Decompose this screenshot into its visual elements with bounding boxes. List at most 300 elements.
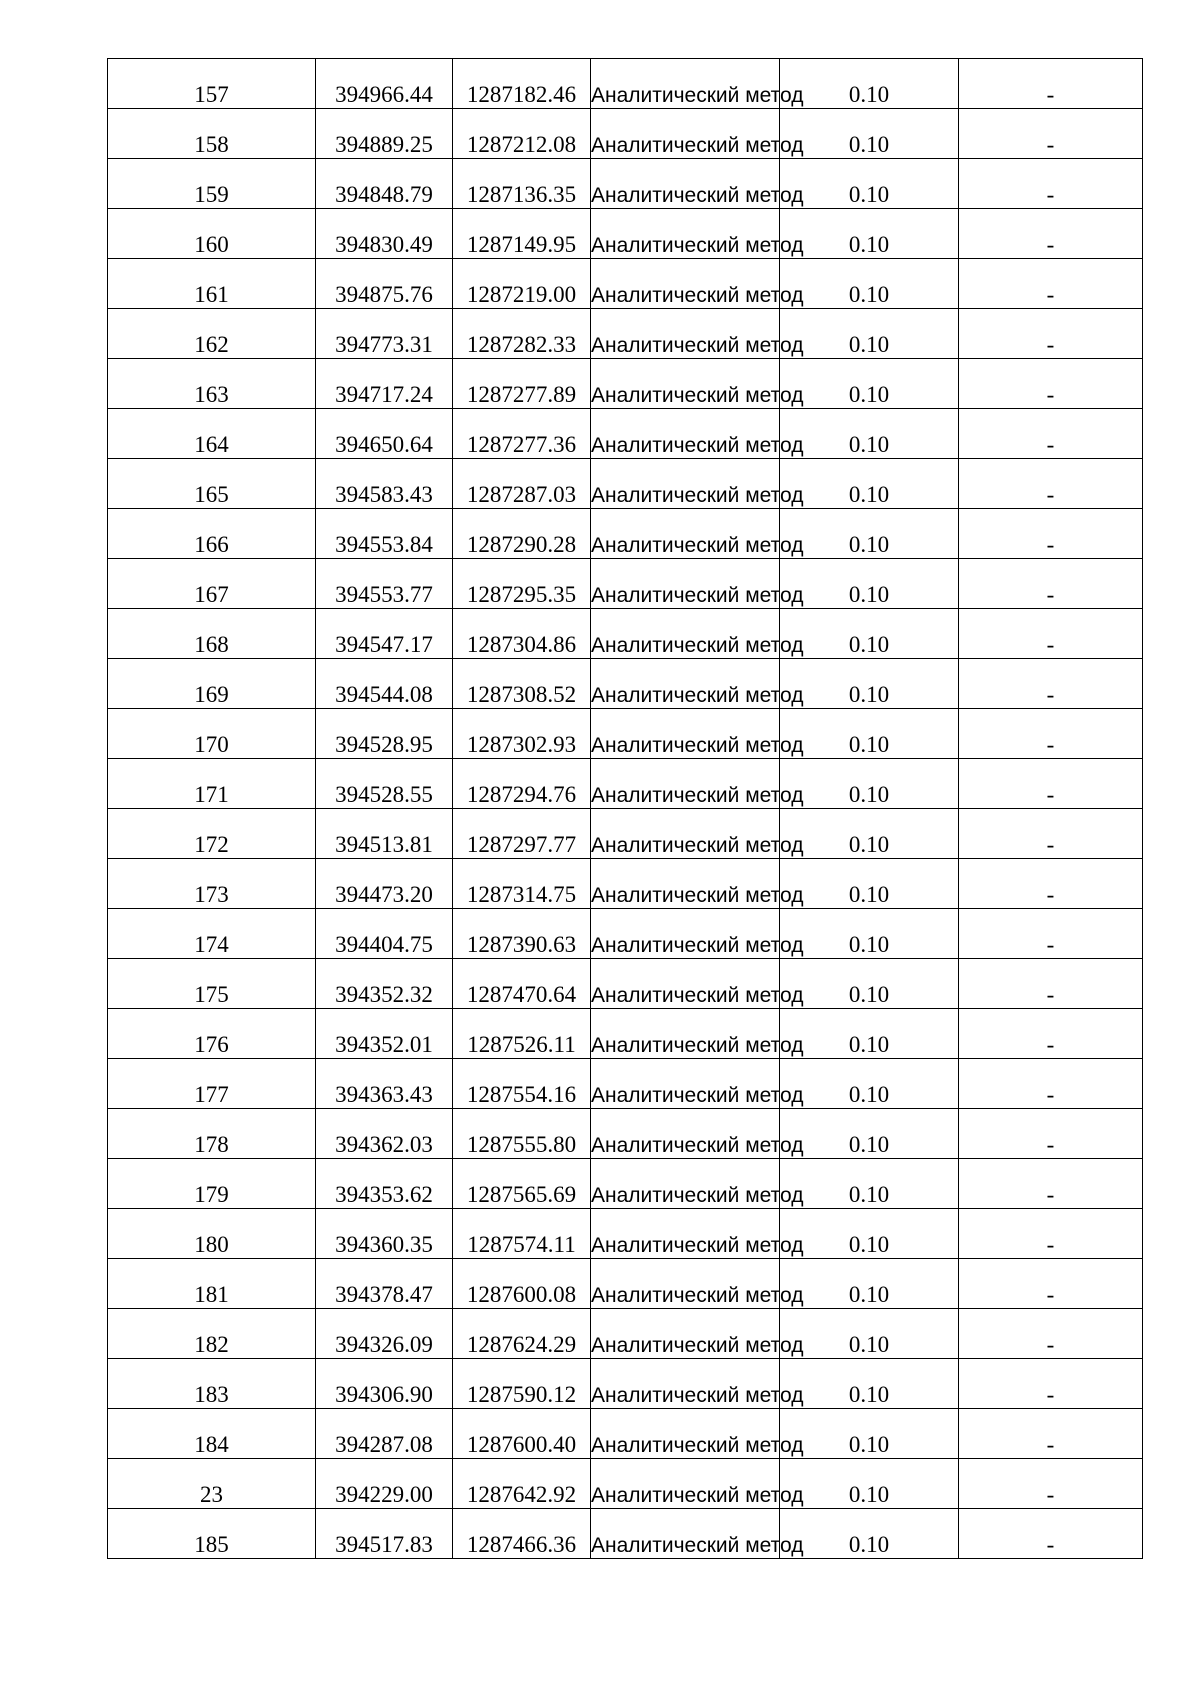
x-coordinate-text: 394363.43	[335, 1082, 433, 1107]
point-number-text: 178	[194, 1132, 229, 1157]
y-coordinate-cell	[453, 709, 591, 759]
accuracy-cell	[780, 1209, 959, 1259]
x-coordinate-text: 394544.08	[335, 682, 433, 707]
note-text: -	[1046, 1082, 1055, 1107]
accuracy-cell	[780, 159, 959, 209]
table-row	[108, 359, 1143, 409]
note-cell	[959, 659, 1143, 709]
accuracy-cell	[780, 259, 959, 309]
note-text: -	[1046, 1232, 1055, 1257]
x-coordinate-text: 394352.32	[335, 982, 433, 1007]
y-coordinate-text: 1287565.69	[466, 1182, 577, 1207]
note-text: -	[1046, 832, 1055, 857]
table-row	[108, 1259, 1143, 1309]
y-coordinate-cell	[453, 1109, 591, 1159]
y-coordinate-text: 1287600.08	[466, 1282, 577, 1307]
point-number-text: 184	[194, 1432, 229, 1457]
point-number-text: 173	[194, 882, 229, 907]
y-coordinate-cell	[453, 459, 591, 509]
accuracy-cell	[780, 59, 959, 109]
point-number-text: 163	[194, 382, 229, 407]
x-coordinate-cell	[316, 1259, 453, 1309]
x-coordinate-cell	[316, 1159, 453, 1209]
method-text: Аналитический метод	[591, 1184, 804, 1207]
accuracy-cell	[780, 509, 959, 559]
x-coordinate-cell	[316, 1509, 453, 1559]
x-coordinate-cell	[316, 559, 453, 609]
y-coordinate-text: 1287466.36	[466, 1532, 577, 1557]
accuracy-cell	[780, 1259, 959, 1309]
table-row	[108, 1009, 1143, 1059]
point-number-cell	[108, 1509, 316, 1559]
y-coordinate-text: 1287526.11	[467, 1032, 576, 1057]
y-coordinate-cell	[453, 859, 591, 909]
method-text: Аналитический метод	[591, 1534, 804, 1557]
x-coordinate-cell	[316, 459, 453, 509]
method-cell	[591, 859, 804, 909]
point-number-text: 182	[194, 1332, 229, 1357]
accuracy-text: 0.10	[848, 1432, 890, 1457]
y-coordinate-cell	[453, 1009, 591, 1059]
point-number-text: 180	[194, 1232, 229, 1257]
y-coordinate-text: 1287624.29	[466, 1332, 577, 1357]
y-coordinate-text: 1287295.35	[466, 582, 577, 607]
point-number-cell	[108, 1259, 316, 1309]
table-row	[108, 609, 1143, 659]
table-row	[108, 509, 1143, 559]
point-number-text: 157	[194, 82, 229, 107]
y-coordinate-text: 1287287.03	[466, 482, 577, 507]
table-row	[108, 1109, 1143, 1159]
accuracy-text: 0.10	[848, 782, 890, 807]
x-coordinate-cell	[316, 1109, 453, 1159]
y-coordinate-cell	[453, 359, 591, 409]
point-number-cell	[108, 359, 316, 409]
x-coordinate-text: 394513.81	[335, 832, 433, 857]
method-cell	[591, 509, 804, 559]
y-coordinate-cell	[453, 1259, 591, 1309]
method-cell	[591, 259, 804, 309]
point-number-text: 162	[194, 332, 229, 357]
note-text: -	[1046, 582, 1055, 607]
method-cell	[591, 359, 804, 409]
accuracy-text: 0.10	[848, 1532, 890, 1557]
note-cell	[959, 909, 1143, 959]
table-row	[108, 259, 1143, 309]
y-coordinate-cell	[453, 109, 591, 159]
x-coordinate-text: 394830.49	[335, 232, 433, 257]
accuracy-text: 0.10	[848, 832, 890, 857]
y-coordinate-cell	[453, 259, 591, 309]
x-coordinate-cell	[316, 959, 453, 1009]
point-number-cell	[108, 609, 316, 659]
method-cell	[591, 1509, 804, 1559]
accuracy-text: 0.10	[848, 282, 890, 307]
accuracy-text: 0.10	[848, 1482, 890, 1507]
note-text: -	[1046, 182, 1055, 207]
point-number-cell	[108, 209, 316, 259]
accuracy-cell	[780, 1159, 959, 1209]
x-coordinate-cell	[316, 409, 453, 459]
point-number-text: 164	[194, 432, 229, 457]
x-coordinate-cell	[316, 609, 453, 659]
y-coordinate-cell	[453, 609, 591, 659]
method-cell	[591, 809, 804, 859]
point-number-cell	[108, 909, 316, 959]
y-coordinate-cell	[453, 159, 591, 209]
x-coordinate-text: 394378.47	[335, 1282, 433, 1307]
point-number-text: 174	[194, 932, 229, 957]
method-text: Аналитический метод	[591, 634, 804, 657]
table-row	[108, 309, 1143, 359]
note-text: -	[1046, 132, 1055, 157]
table-row	[108, 1309, 1143, 1359]
y-coordinate-text: 1287574.11	[467, 1232, 576, 1257]
y-coordinate-text: 1287182.46	[466, 82, 577, 107]
point-number-text: 170	[194, 732, 229, 757]
y-coordinate-text: 1287277.89	[466, 382, 577, 407]
table-row	[108, 1359, 1143, 1409]
point-number-cell	[108, 109, 316, 159]
accuracy-text: 0.10	[848, 932, 890, 957]
point-number-cell	[108, 1409, 316, 1459]
point-number-cell	[108, 409, 316, 459]
note-text: -	[1046, 632, 1055, 657]
x-coordinate-cell	[316, 1359, 453, 1409]
note-cell	[959, 959, 1143, 1009]
accuracy-text: 0.10	[848, 982, 890, 1007]
method-text: Аналитический метод	[591, 234, 804, 257]
y-coordinate-cell	[453, 309, 591, 359]
accuracy-cell	[780, 809, 959, 859]
accuracy-text: 0.10	[848, 682, 890, 707]
point-number-cell	[108, 509, 316, 559]
y-coordinate-cell	[453, 1159, 591, 1209]
point-number-text: 161	[194, 282, 229, 307]
method-cell	[591, 1309, 804, 1359]
note-text: -	[1046, 1432, 1055, 1457]
method-cell	[591, 1259, 804, 1309]
note-text: -	[1046, 732, 1055, 757]
y-coordinate-text: 1287470.64	[466, 982, 577, 1007]
method-text: Аналитический метод	[591, 834, 804, 857]
method-text: Аналитический метод	[591, 484, 804, 507]
y-coordinate-cell	[453, 1359, 591, 1409]
x-coordinate-text: 394650.64	[335, 432, 433, 457]
x-coordinate-text: 394773.31	[335, 332, 433, 357]
method-text: Аналитический метод	[591, 384, 804, 407]
y-coordinate-text: 1287304.86	[466, 632, 577, 657]
x-coordinate-text: 394583.43	[335, 482, 433, 507]
method-text: Аналитический метод	[591, 1284, 804, 1307]
note-text: -	[1046, 1282, 1055, 1307]
table-row	[108, 659, 1143, 709]
note-text: -	[1046, 1532, 1055, 1557]
accuracy-text: 0.10	[848, 532, 890, 557]
accuracy-text: 0.10	[848, 1332, 890, 1357]
y-coordinate-cell	[453, 409, 591, 459]
y-coordinate-text: 1287297.77	[466, 832, 577, 857]
table-row	[108, 1059, 1143, 1109]
table-row	[108, 159, 1143, 209]
y-coordinate-text: 1287136.35	[466, 182, 577, 207]
x-coordinate-cell	[316, 509, 453, 559]
accuracy-cell	[780, 1459, 959, 1509]
x-coordinate-text: 394528.55	[335, 782, 433, 807]
accuracy-text: 0.10	[848, 132, 890, 157]
note-cell	[959, 709, 1143, 759]
method-text: Аналитический метод	[591, 1434, 804, 1457]
x-coordinate-text: 394352.01	[335, 1032, 433, 1057]
x-coordinate-cell	[316, 159, 453, 209]
x-coordinate-text: 394306.90	[335, 1382, 433, 1407]
note-text: -	[1046, 82, 1055, 107]
note-cell	[959, 559, 1143, 609]
y-coordinate-cell	[453, 509, 591, 559]
point-number-text: 158	[194, 132, 229, 157]
accuracy-text: 0.10	[848, 182, 890, 207]
note-text: -	[1046, 882, 1055, 907]
table-row	[108, 59, 1143, 109]
note-cell	[959, 359, 1143, 409]
accuracy-cell	[780, 959, 959, 1009]
point-number-cell	[108, 259, 316, 309]
x-coordinate-cell	[316, 759, 453, 809]
note-cell	[959, 759, 1143, 809]
point-number-text: 166	[194, 532, 229, 557]
x-coordinate-text: 394528.95	[335, 732, 433, 757]
x-coordinate-cell	[316, 809, 453, 859]
method-text: Аналитический метод	[591, 84, 804, 107]
y-coordinate-text: 1287282.33	[466, 332, 577, 357]
coordinates-table-body	[108, 59, 1143, 1559]
x-coordinate-text: 394848.79	[335, 182, 433, 207]
point-number-text: 179	[194, 1182, 229, 1207]
method-cell	[591, 409, 804, 459]
x-coordinate-text: 394547.17	[335, 632, 433, 657]
method-cell	[591, 109, 804, 159]
y-coordinate-text: 1287308.52	[466, 682, 577, 707]
accuracy-cell	[780, 1359, 959, 1409]
x-coordinate-cell	[316, 1409, 453, 1459]
method-text: Аналитический метод	[591, 984, 804, 1007]
point-number-cell	[108, 759, 316, 809]
method-text: Аналитический метод	[591, 1084, 804, 1107]
note-cell	[959, 1309, 1143, 1359]
note-cell	[959, 1059, 1143, 1109]
y-coordinate-cell	[453, 809, 591, 859]
point-number-cell	[108, 1109, 316, 1159]
method-cell	[591, 609, 804, 659]
accuracy-text: 0.10	[848, 1082, 890, 1107]
point-number-text: 160	[194, 232, 229, 257]
method-cell	[591, 459, 804, 509]
x-coordinate-cell	[316, 109, 453, 159]
y-coordinate-text: 1287294.76	[466, 782, 577, 807]
accuracy-text: 0.10	[848, 1182, 890, 1207]
accuracy-text: 0.10	[848, 82, 890, 107]
note-cell	[959, 1259, 1143, 1309]
accuracy-cell	[780, 1109, 959, 1159]
method-text: Аналитический метод	[591, 1484, 804, 1507]
note-cell	[959, 59, 1143, 109]
note-text: -	[1046, 282, 1055, 307]
y-coordinate-text: 1287290.28	[466, 532, 577, 557]
x-coordinate-text: 394553.84	[335, 532, 433, 557]
table-row	[108, 559, 1143, 609]
table-row	[108, 859, 1143, 909]
x-coordinate-cell	[316, 909, 453, 959]
x-coordinate-cell	[316, 1009, 453, 1059]
note-text: -	[1046, 332, 1055, 357]
accuracy-cell	[780, 309, 959, 359]
note-cell	[959, 159, 1143, 209]
method-cell	[591, 59, 804, 109]
method-cell	[591, 1409, 804, 1459]
method-cell	[591, 1159, 804, 1209]
table-row	[108, 409, 1143, 459]
method-text: Аналитический метод	[591, 934, 804, 957]
x-coordinate-cell	[316, 359, 453, 409]
method-cell	[591, 159, 804, 209]
accuracy-cell	[780, 209, 959, 259]
y-coordinate-cell	[453, 1509, 591, 1559]
point-number-cell	[108, 709, 316, 759]
point-number-cell	[108, 859, 316, 909]
accuracy-cell	[780, 109, 959, 159]
note-text: -	[1046, 482, 1055, 507]
table-row	[108, 109, 1143, 159]
note-cell	[959, 609, 1143, 659]
y-coordinate-cell	[453, 559, 591, 609]
x-coordinate-cell	[316, 1309, 453, 1359]
accuracy-text: 0.10	[848, 1132, 890, 1157]
note-cell	[959, 1209, 1143, 1259]
y-coordinate-text: 1287590.12	[466, 1382, 577, 1407]
note-text: -	[1046, 1132, 1055, 1157]
accuracy-cell	[780, 1309, 959, 1359]
x-coordinate-cell	[316, 309, 453, 359]
y-coordinate-cell	[453, 909, 591, 959]
point-number-text: 172	[194, 832, 229, 857]
point-number-text: 168	[194, 632, 229, 657]
point-number-cell	[108, 459, 316, 509]
point-number-cell	[108, 159, 316, 209]
y-coordinate-cell	[453, 209, 591, 259]
y-coordinate-text: 1287555.80	[466, 1132, 577, 1157]
method-text: Аналитический метод	[591, 134, 804, 157]
method-text: Аналитический метод	[591, 1134, 804, 1157]
accuracy-text: 0.10	[848, 582, 890, 607]
method-text: Аналитический метод	[591, 1334, 804, 1357]
y-coordinate-text: 1287600.40	[466, 1432, 577, 1457]
y-coordinate-cell	[453, 659, 591, 709]
accuracy-cell	[780, 359, 959, 409]
note-cell	[959, 1159, 1143, 1209]
accuracy-cell	[780, 1059, 959, 1109]
method-text: Аналитический метод	[591, 884, 804, 907]
note-cell	[959, 1109, 1143, 1159]
point-number-text: 177	[194, 1082, 229, 1107]
point-number-text: 159	[194, 182, 229, 207]
method-text: Аналитический метод	[591, 284, 804, 307]
accuracy-cell	[780, 409, 959, 459]
x-coordinate-text: 394404.75	[335, 932, 433, 957]
note-cell	[959, 809, 1143, 859]
x-coordinate-cell	[316, 1059, 453, 1109]
y-coordinate-text: 1287314.75	[466, 882, 577, 907]
x-coordinate-text: 394553.77	[335, 582, 433, 607]
table-row	[108, 1409, 1143, 1459]
note-text: -	[1046, 1032, 1055, 1057]
x-coordinate-cell	[316, 59, 453, 109]
x-coordinate-cell	[316, 709, 453, 759]
point-number-cell	[108, 59, 316, 109]
table-row	[108, 1459, 1143, 1509]
table-row	[108, 459, 1143, 509]
y-coordinate-text: 1287219.00	[466, 282, 577, 307]
x-coordinate-cell	[316, 859, 453, 909]
note-cell	[959, 1509, 1143, 1559]
method-text: Аналитический метод	[591, 184, 804, 207]
x-coordinate-text: 394229.00	[335, 1482, 433, 1507]
accuracy-text: 0.10	[848, 1382, 890, 1407]
y-coordinate-text: 1287212.08	[466, 132, 577, 157]
table-row	[108, 909, 1143, 959]
method-text: Аналитический метод	[591, 684, 804, 707]
point-number-text: 167	[194, 582, 229, 607]
y-coordinate-text: 1287302.93	[466, 732, 577, 757]
note-text: -	[1046, 682, 1055, 707]
note-cell	[959, 1359, 1143, 1409]
note-cell	[959, 1459, 1143, 1509]
y-coordinate-cell	[453, 1309, 591, 1359]
x-coordinate-cell	[316, 259, 453, 309]
accuracy-cell	[780, 559, 959, 609]
accuracy-text: 0.10	[848, 332, 890, 357]
coordinates-table	[107, 58, 1143, 1559]
point-number-text: 185	[194, 1532, 229, 1557]
point-number-cell	[108, 1359, 316, 1409]
x-coordinate-text: 394362.03	[335, 1132, 433, 1157]
accuracy-text: 0.10	[848, 732, 890, 757]
method-cell	[591, 959, 804, 1009]
note-text: -	[1046, 532, 1055, 557]
method-text: Аналитический метод	[591, 784, 804, 807]
y-coordinate-cell	[453, 959, 591, 1009]
table-row	[108, 1159, 1143, 1209]
note-text: -	[1046, 382, 1055, 407]
y-coordinate-text: 1287554.16	[466, 1082, 577, 1107]
accuracy-text: 0.10	[848, 882, 890, 907]
x-coordinate-cell	[316, 1209, 453, 1259]
accuracy-cell	[780, 1009, 959, 1059]
note-text: -	[1046, 432, 1055, 457]
x-coordinate-text: 394326.09	[335, 1332, 433, 1357]
point-number-cell	[108, 1059, 316, 1109]
x-coordinate-text: 394966.44	[335, 82, 433, 107]
method-cell	[591, 1209, 804, 1259]
x-coordinate-text: 394473.20	[335, 882, 433, 907]
accuracy-cell	[780, 659, 959, 709]
x-coordinate-text: 394889.25	[335, 132, 433, 157]
point-number-cell	[108, 1459, 316, 1509]
note-cell	[959, 459, 1143, 509]
accuracy-cell	[780, 709, 959, 759]
x-coordinate-cell	[316, 209, 453, 259]
accuracy-text: 0.10	[848, 232, 890, 257]
note-text: -	[1046, 782, 1055, 807]
